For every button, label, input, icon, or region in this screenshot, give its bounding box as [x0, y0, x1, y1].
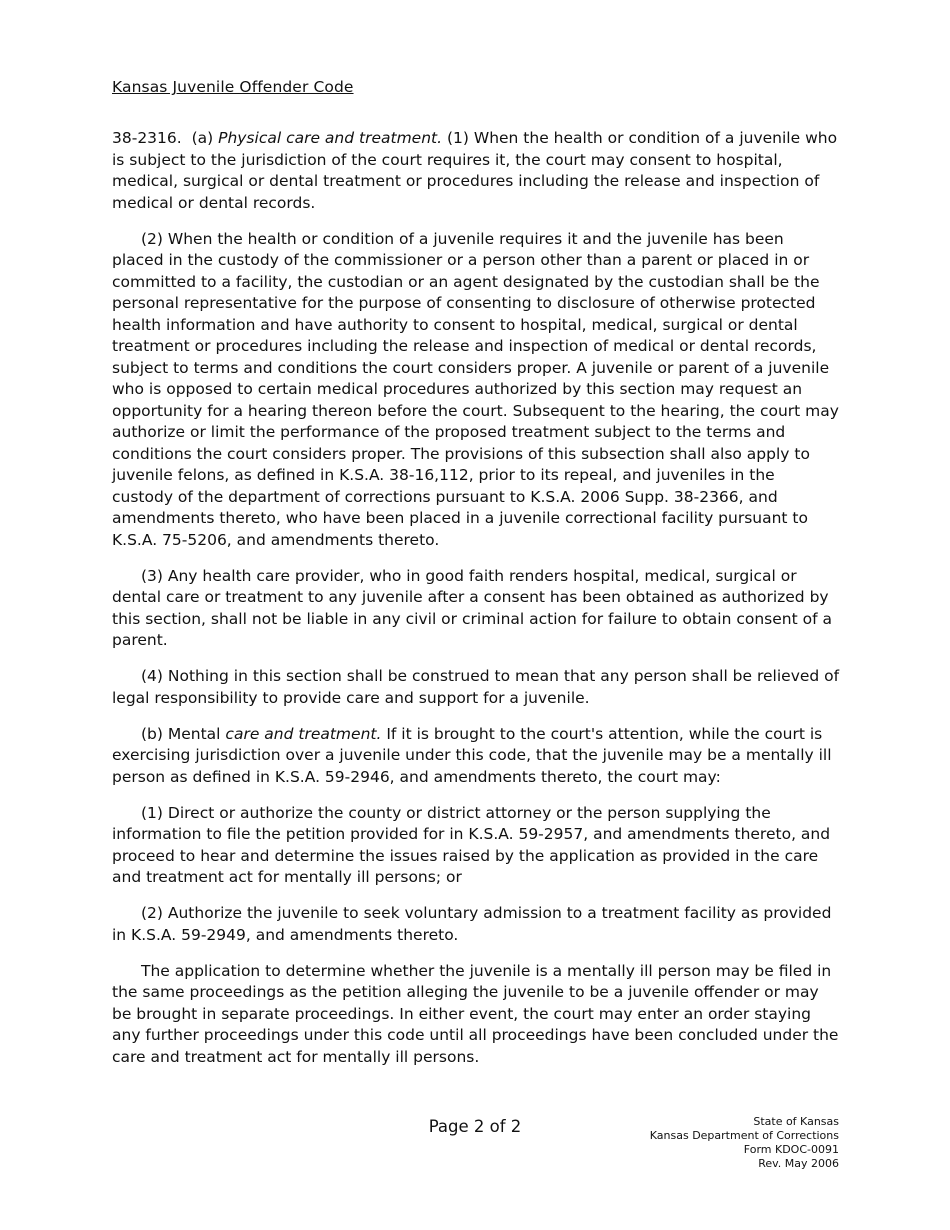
paragraph-a — [112, 128, 840, 214]
document-body — [112, 128, 840, 1083]
page-number: Page 2 of 2 — [428, 1117, 522, 1136]
form-info — [650, 1115, 839, 1171]
paragraph-a-text: (1) When the health or condition of a juvenile who is subject to the jurisdiction of the court requires it, the court may consent to hospital, medical, surgical or dental treatment or procedures including the release and inspection of medical or dental records. — [112, 129, 838, 212]
form-revision: Rev. May 2006 — [758, 1157, 839, 1170]
paragraph-a2: (2) When the health or condition of a juvenile requires it and the juvenile has been placed in the custody of the commissioner or a person other than a parent or placed in or committed to a facility, the custodian or an agent designated by the custodian shall be the personal representative for the purpose of consenting to disclosure of otherwise protected health information and have authority to consent to hospital, medical, surgical or dental treatment or procedures including the release and inspection of medical or dental records, subject to terms and conditions the court considers proper. A juvenile or parent of a juvenile who is opposed to certain medical procedures authorized by this section may request an opportunity for a hearing thereon before the court. Subsequent to the hearing, the court may authorize or limit the performance of the proposed treatment subject to the terms and conditions the court considers proper. The provisions of this subsection shall also apply to juvenile felons, as defined in K.S.A. 38-16,112, prior to its repeal, and juveniles in the custody of the department of corrections pursuant to K.S.A. 2006 Supp. 38-2366, and amendments thereto, who have been placed in a juvenile correctional facility pursuant to K.S.A. 75-5206, and amendments thereto. — [112, 229, 839, 549]
paragraph-b1: (1) Direct or authorize the county or district attorney or the person supplying the information to file the petition provided for in K.S.A. 59-2957, and amendments thereto, and proceed to hear and determine the issues raised by the application as provided in the care and treatment act for mentally ill persons; or — [112, 803, 831, 886]
paragraph-a3: (3) Any health care provider, who in good faith renders hospital, medical, surgical or dental care or treatment to any juvenile after a consent has been obtained as authorized by this section, shall not be liable in any civil or criminal action for failure to obtain consent of a parent. — [112, 566, 832, 649]
paragraph-b-text: If it is brought to the court's attention, while the court is exercising jurisdiction over a juvenile under this code, that the juvenile may be a mentally ill person as defined in K.S.A. 59-2946, and amendments thereto, the court may: — [112, 724, 832, 786]
paragraph-b-title: care and treatment. — [225, 724, 382, 743]
paragraph-a-label: (a) — [191, 129, 214, 147]
section-number: 38-2316. — [112, 129, 182, 147]
form-department: Kansas Department of Corrections — [649, 1129, 839, 1142]
document-heading: Kansas Juvenile Offender Code — [112, 78, 354, 96]
paragraph-a4: (4) Nothing in this section shall be construed to mean that any person shall be relieved of legal responsibility to provide care and support for a juvenile. — [112, 667, 840, 707]
paragraph-b-lead: (b) Mental — [141, 724, 221, 743]
paragraph-b2: (2) Authorize the juvenile to seek voluntary admission to a treatment facility as provided in K.S.A. 59-2949, and amendments thereto. — [112, 904, 832, 944]
paragraph-b — [112, 724, 840, 789]
paragraph-a-title: Physical care and treatment. — [218, 129, 443, 147]
form-number: Form KDOC-0091 — [743, 1143, 839, 1156]
paragraph-final: The application to determine whether the juvenile is a mentally ill person may be filed in the same proceedings as the petition alleging the juvenile to be a juvenile offender or may be brought in separate proceedings. In either event, the court may enter an order staying any further proceedings under this code until all proceedings have been concluded under the care and treatment act for mentally ill persons. — [112, 961, 839, 1066]
form-state: State of Kansas — [753, 1115, 839, 1128]
